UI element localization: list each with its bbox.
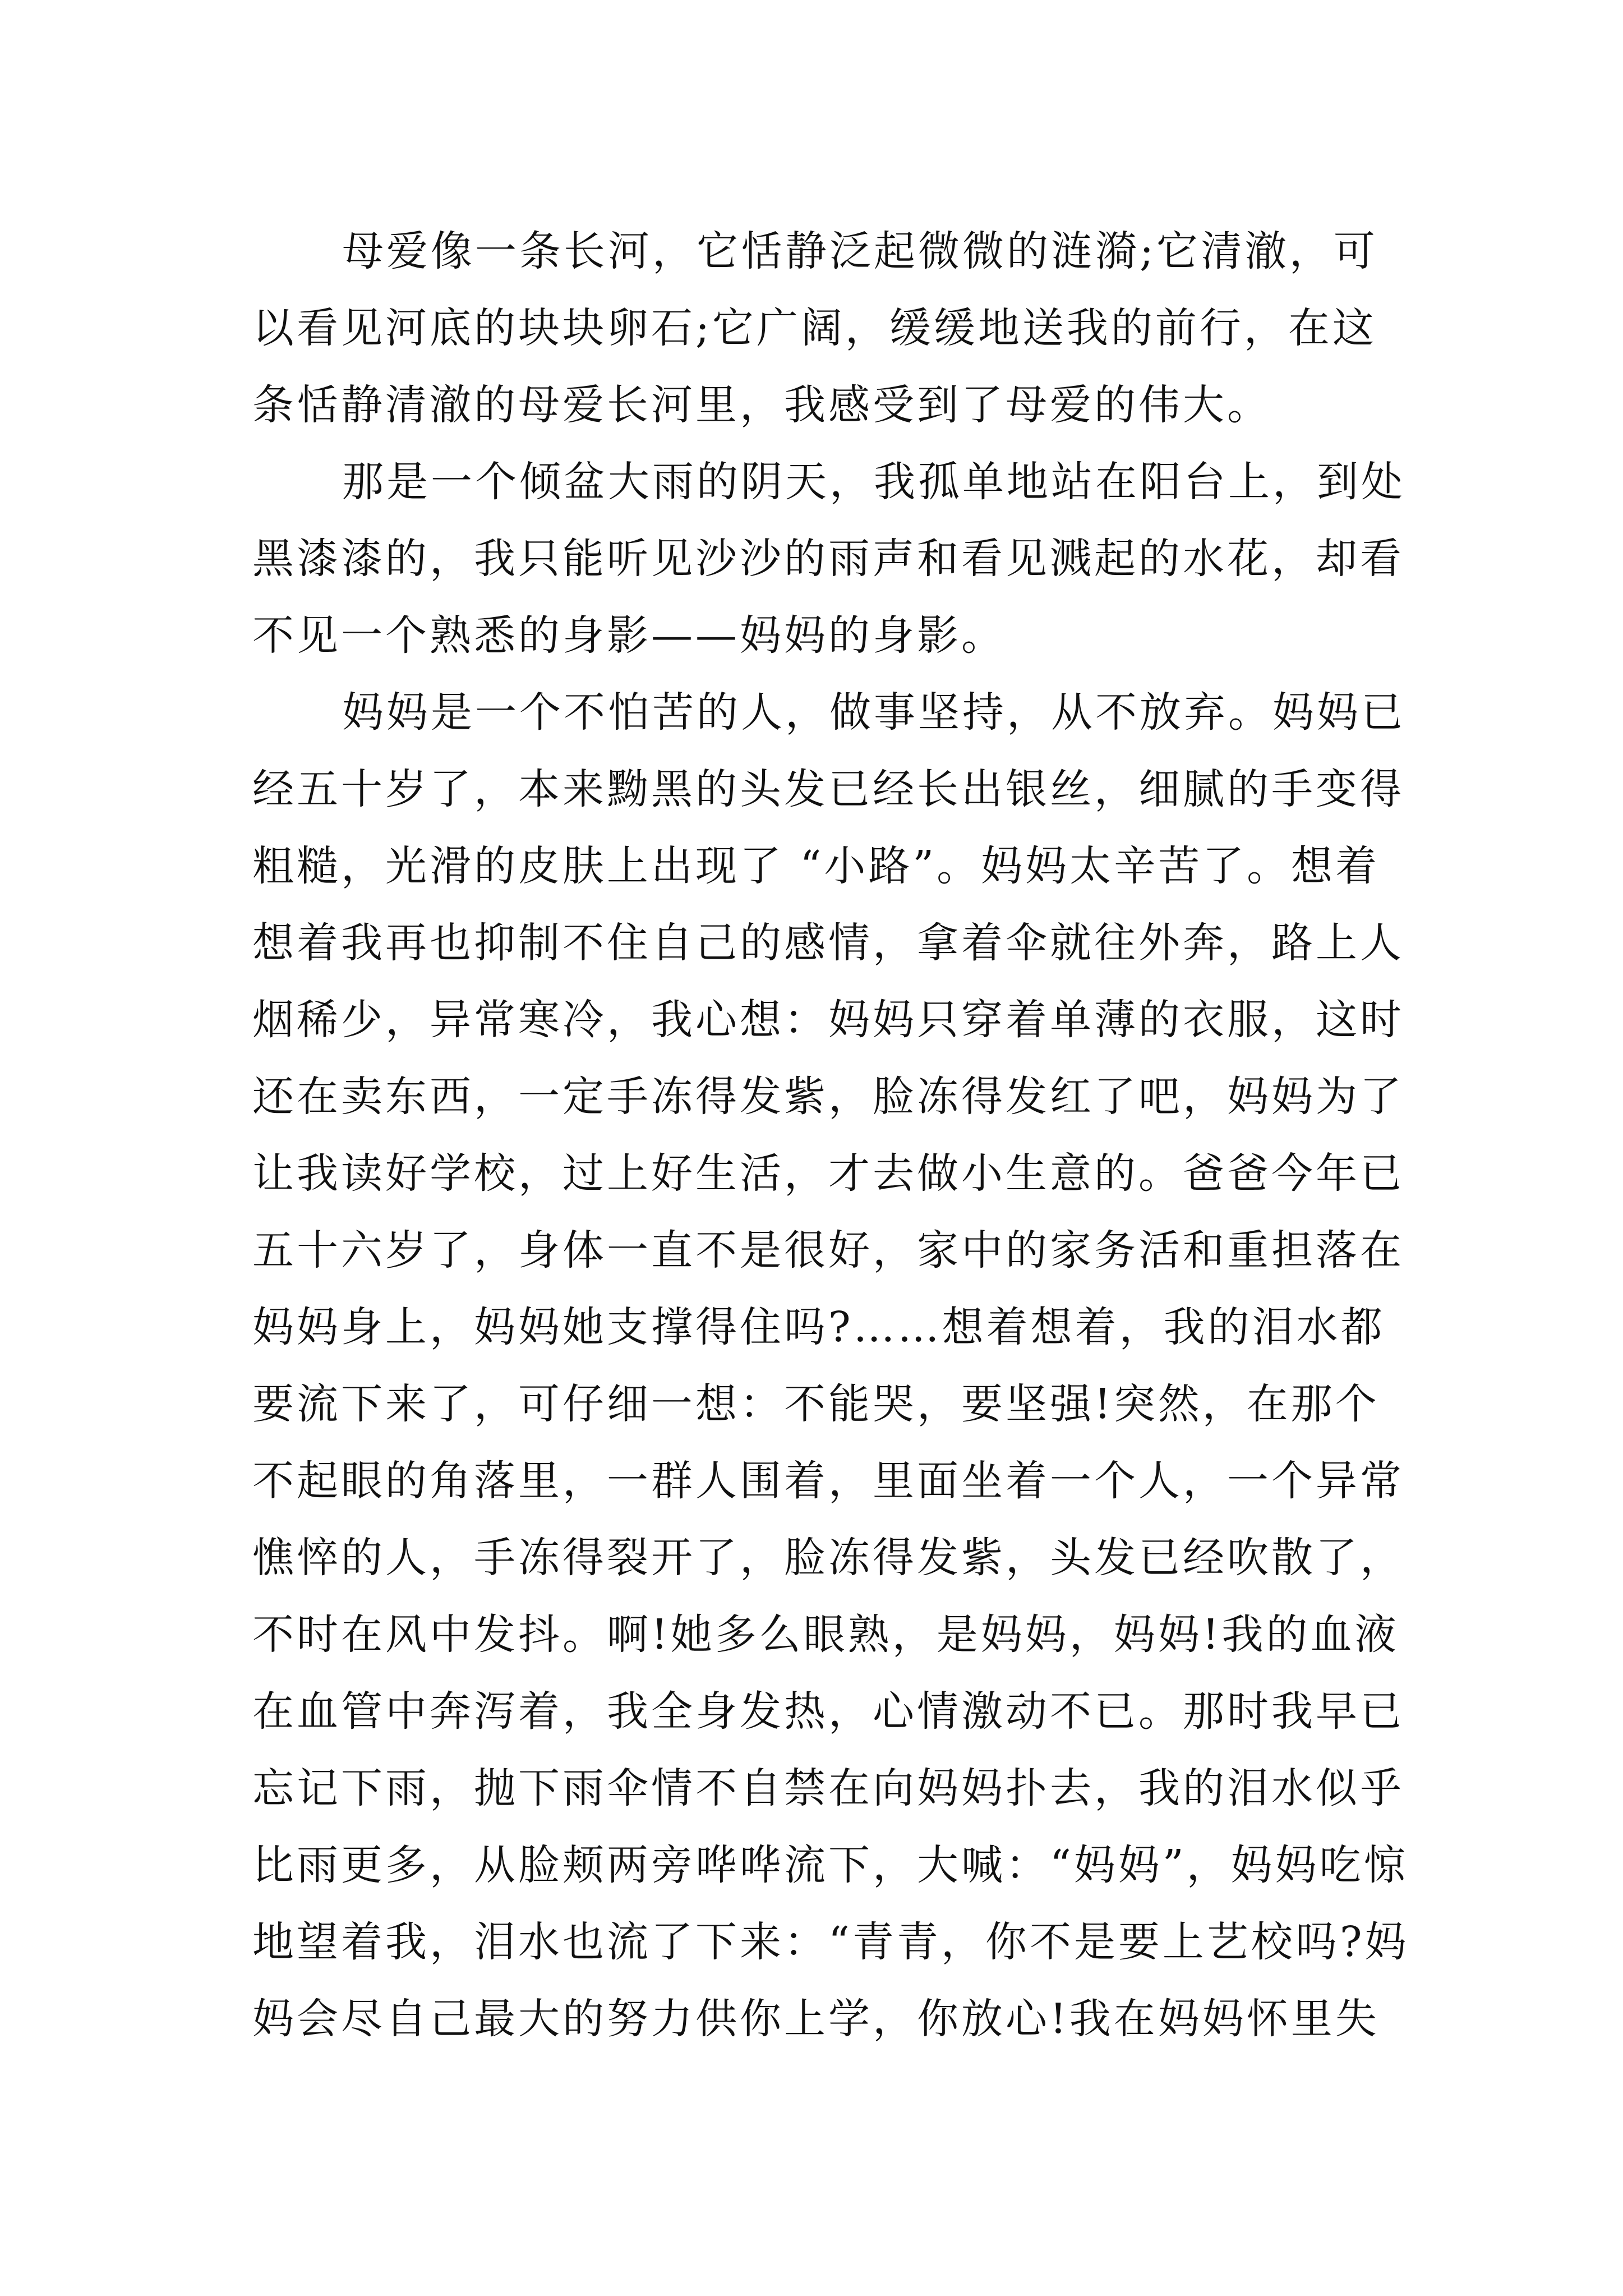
text-line: 不见一个熟悉的身影——妈妈的身影。 <box>252 611 1006 660</box>
text-line: 比雨更多，从脸颊两旁哗哗流下，大喊：“妈妈”，妈妈吃惊 <box>252 1841 1408 1889</box>
text-line: 母爱像一条长河，它恬静泛起微微的涟漪;它清澈，可 <box>342 227 1378 275</box>
text-line: 不起眼的角落里，一群人围着，里面坐着一个人，一个异常 <box>252 1457 1404 1505</box>
text-line: 想着我再也抑制不住自己的感情，拿着伞就往外奔，路上人 <box>252 919 1404 967</box>
text-line: 烟稀少，异常寒冷，我心想：妈妈只穿着单薄的衣服，这时 <box>252 996 1404 1044</box>
paragraph-1 <box>252 213 1378 444</box>
text-line: 妈会尽自己最大的努力供你上学，你放心!我在妈妈怀里失 <box>252 1995 1380 2043</box>
document-page <box>252 213 1409 2058</box>
paragraph-3 <box>252 674 1409 2058</box>
text-line: 黑漆漆的，我只能听见沙沙的雨声和看见溅起的水花，却看 <box>252 535 1404 583</box>
text-line: 粗糙，光滑的皮肤上出现了 “小路”。妈妈太辛苦了。想着 <box>252 842 1380 890</box>
text-line: 在血管中奔泻着，我全身发热，心情激动不已。那时我早已 <box>252 1687 1404 1736</box>
text-line: 五十六岁了，身体一直不是很好，家中的家务活和重担落在 <box>252 1226 1404 1274</box>
text-line: 以看见河底的块块卵石;它广阔，缓缓地送我的前行，在这 <box>252 304 1377 352</box>
text-line: 地望着我，泪水也流了下来：“青青，你不是要上艺校吗?妈 <box>252 1918 1409 1966</box>
text-line: 不时在风中发抖。啊!她多么眼熟，是妈妈，妈妈!我的血液 <box>252 1611 1399 1659</box>
text-line: 那是一个倾盆大雨的阴天，我孤单地站在阳台上，到处 <box>342 458 1405 506</box>
text-line: 要流下来了，可仔细一想：不能哭，要坚强!突然，在那个 <box>252 1380 1380 1428</box>
text-line: 妈妈身上，妈妈她支撑得住吗?……想着想着，我的泪水都 <box>252 1303 1385 1351</box>
text-line: 经五十岁了，本来黝黑的头发已经长出银丝，细腻的手变得 <box>252 765 1404 813</box>
paragraph-2 <box>252 444 1405 674</box>
text-line: 妈妈是一个不怕苦的人，做事坚持，从不放弃。妈妈已 <box>342 688 1405 737</box>
text-line: 还在卖东西，一定手冻得发紫，脸冻得发红了吧，妈妈为了 <box>252 1073 1404 1121</box>
text-line: 条恬静清澈的母爱长河里，我感受到了母爱的伟大。 <box>252 381 1271 429</box>
text-line: 忘记下雨，抛下雨伞情不自禁在向妈妈扑去，我的泪水似乎 <box>252 1764 1404 1812</box>
text-line: 憔悴的人，手冻得裂开了，脸冻得发紫，头发已经吹散了， <box>252 1534 1404 1582</box>
text-line: 让我读好学校，过上好生活，才去做小生意的。爸爸今年已 <box>252 1149 1404 1198</box>
